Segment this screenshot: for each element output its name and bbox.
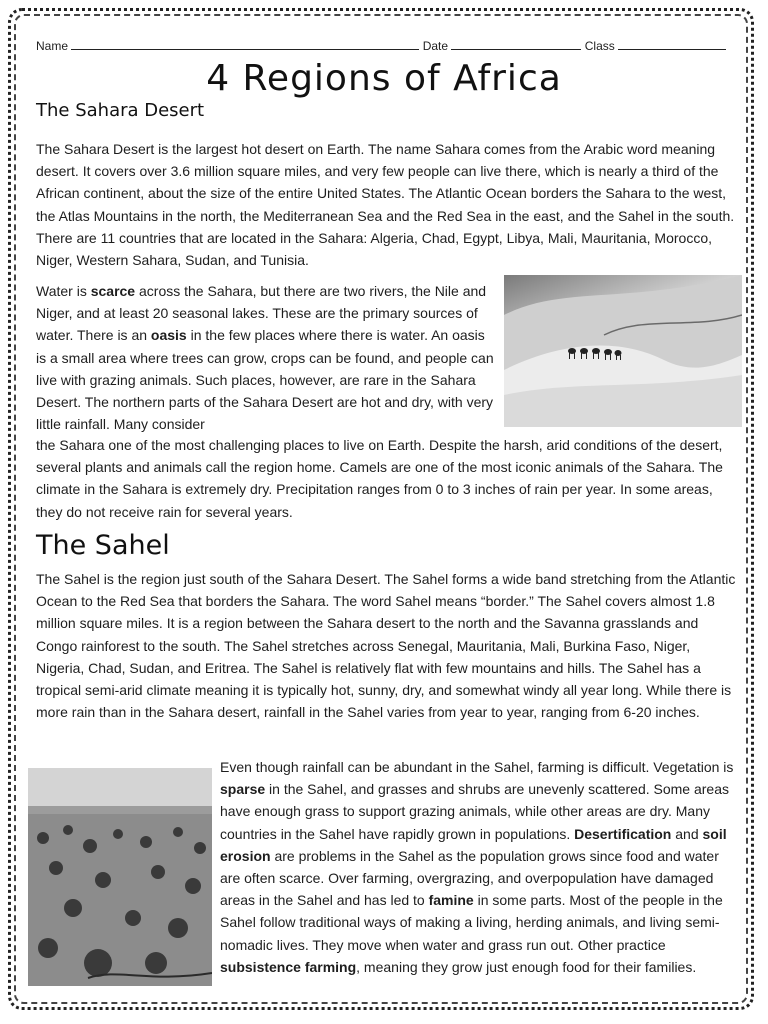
text-segment: across the Sahara, but there are two rivers, the Nile and Niger, and at least 20 seasonal lakes. These are the primary sources of water. There is an bbox=[36, 283, 487, 344]
vocab-subsistence-farming: subsistence farming bbox=[220, 958, 357, 975]
vocab-oasis: oasis bbox=[150, 327, 187, 344]
class-blank[interactable] bbox=[618, 38, 726, 50]
sahel-farming-paragraph bbox=[220, 756, 740, 978]
student-info-line bbox=[36, 38, 736, 53]
sahara-camel-photo bbox=[504, 275, 742, 427]
sahara-water-paragraph bbox=[36, 280, 496, 435]
date-blank[interactable] bbox=[451, 38, 581, 50]
text-segment: in the few places where there is water. An oasis is a small area where trees can grow, crops can be found, and people can live with grazing animals. Such places, however, are rare in the Sahara Desert. The northern parts of the Sahara Desert are hot and dry, with very little rainfall. Many consider bbox=[36, 327, 494, 433]
sahel-intro-paragraph: The Sahel is the region just south of the Sahara Desert. The Sahel forms a wide band stretching from the Atlantic Ocean to the Red Sea that borders the Sahara. The word Sahel means “border.” The Sahel covers almost 1.8 million square miles. It is a region between the Sahara desert to the north and the Savanna grasslands and Congo rainforest to the south. The Sahel stretches across Senegal, Mauritania, Mali, Burkina Faso, Niger, Nigeria, Chad, Sudan, and Eritrea. The Sahel is relatively flat with few mountains and hills. The Sahel has a tropical semi-arid climate meaning it is typically hot, sunny, dry, and somewhat windy all year long. While there is more rain than in the Sahara desert, rainfall in the Sahel varies from year to year, ranging from 6-20 inches. bbox=[36, 571, 736, 721]
text-segment: in some parts. Most of the people in the Sahel follow traditional ways of making a living, herding animals, and living semi-nomadic lives. They move when water and grass run out. Other practice bbox=[220, 892, 723, 953]
page-title: 4 Regions of Africa bbox=[206, 58, 562, 99]
vocab-famine: famine bbox=[428, 892, 474, 909]
name-label: Name bbox=[36, 39, 69, 53]
vocab-sparse: sparse bbox=[220, 781, 266, 798]
vocab-soil-erosion: soil erosion bbox=[220, 825, 727, 864]
text-segment: , meaning they grow just enough food for their families. bbox=[356, 958, 697, 975]
name-blank[interactable] bbox=[71, 38, 419, 50]
text-segment: and bbox=[671, 825, 703, 842]
sahara-intro-paragraph: The Sahara Desert is the largest hot desert on Earth. The name Sahara comes from the Arabic word meaning desert. It covers over 3.6 million square miles, and very few people can live there, which is nearly a third of the African continent, about the size of the entire United States. The Atlantic Ocean borders the Sahara to the west, the Atlas Mountains in the north, the Mediterranean Sea and the Red Sea in the east, and the Sahel in the south. There are 11 countries that are located in the Sahara: Algeria, Chad, Egypt, Libya, Mali, Mauritania, Morocco, Niger, Western Sahara, Sudan, and Tunisia. bbox=[36, 141, 735, 269]
date-label: Date bbox=[422, 39, 449, 53]
sahara-dunes-illustration bbox=[504, 275, 742, 427]
sahara-continued-paragraph: the Sahara one of the most challenging places to live on Earth. Despite the harsh, arid conditions of the desert, several plants and animals call the region home. Camels are one of the most iconic animals of the Sahara. The climate in the Sahara is extremely dry. Precipitation ranges from 0 to 3 inches of rain per year. In some areas, they do not receive rain for several years. bbox=[36, 437, 723, 520]
text-segment: in the Sahel, and grasses and shrubs are unevenly scattered. Some areas have enough grass to support grazing animals, while other areas are dry. Many countries in the Sahel have rapidly grown in populations. bbox=[220, 781, 729, 842]
text-segment: are problems in the Sahel as the population grows since food and water are often scarce. Over farming, overgrazing, and overpopulation have damaged areas in the Sahel and has led to bbox=[220, 847, 719, 909]
text-segment: Even though rainfall can be abundant in the Sahel, farming is difficult. Vegetation is bbox=[220, 759, 734, 775]
class-label: Class bbox=[584, 39, 615, 53]
sahel-landscape-photo bbox=[28, 768, 212, 986]
sahara-heading: The Sahara Desert bbox=[36, 100, 205, 121]
text-segment: Water is bbox=[36, 283, 91, 299]
vocab-scarce: scarce bbox=[90, 283, 136, 299]
sahel-scrubland-illustration bbox=[28, 768, 212, 986]
sahel-heading: The Sahel bbox=[36, 530, 170, 561]
vocab-desertification: Desertification bbox=[574, 825, 672, 842]
